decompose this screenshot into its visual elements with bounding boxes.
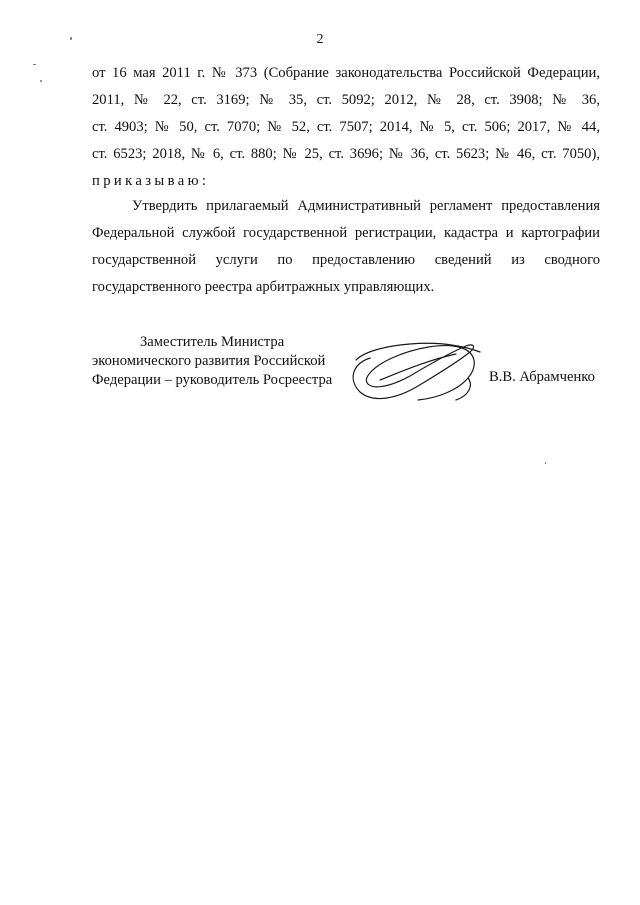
scan-speck <box>40 80 42 82</box>
legal-references <box>92 60 600 195</box>
order-line: Утвердить прилагаемый Административный регламент предоставления <box>132 198 600 214</box>
signatory-title-line: Заместитель Министра <box>140 334 285 350</box>
order-word: приказываю: <box>92 173 210 189</box>
handwritten-signature <box>340 338 490 408</box>
reference-line: 2011, № 22, ст. 3169; № 35, ст. 5092; 2012, № 28, ст. 3908; № 36, <box>92 92 600 108</box>
scan-speck <box>545 462 546 464</box>
signatory-title-line: Федерации – руководитель Росреестра <box>92 372 333 388</box>
reference-line: от 16 мая 2011 г. № 373 (Собрание законодательства Российской Федерации, <box>92 65 600 81</box>
scan-speck <box>33 64 36 65</box>
order-line: государственного реестра арбитражных управляющих. <box>92 279 435 295</box>
order-paragraph <box>92 193 600 301</box>
signatory-title <box>92 333 332 390</box>
order-line: государственной услуги по предоставлению сведений из сводного <box>92 252 600 268</box>
reference-line: ст. 6523; 2018, № 6, ст. 880; № 25, ст. 3696; № 36, ст. 5623; № 46, ст. 7050), <box>92 146 600 162</box>
page-number: 2 <box>316 32 324 47</box>
reference-line: ст. 4903; № 50, ст. 7070; № 52, ст. 7507; 2014, № 5, ст. 506; 2017, № 44, <box>92 119 600 135</box>
signatory-name: В.В. Абрамченко <box>489 369 595 385</box>
signatory-title-line: экономического развития Российской <box>92 353 326 369</box>
order-line: Федеральной службой государственной регистрации, кадастра и картографии <box>92 225 600 241</box>
